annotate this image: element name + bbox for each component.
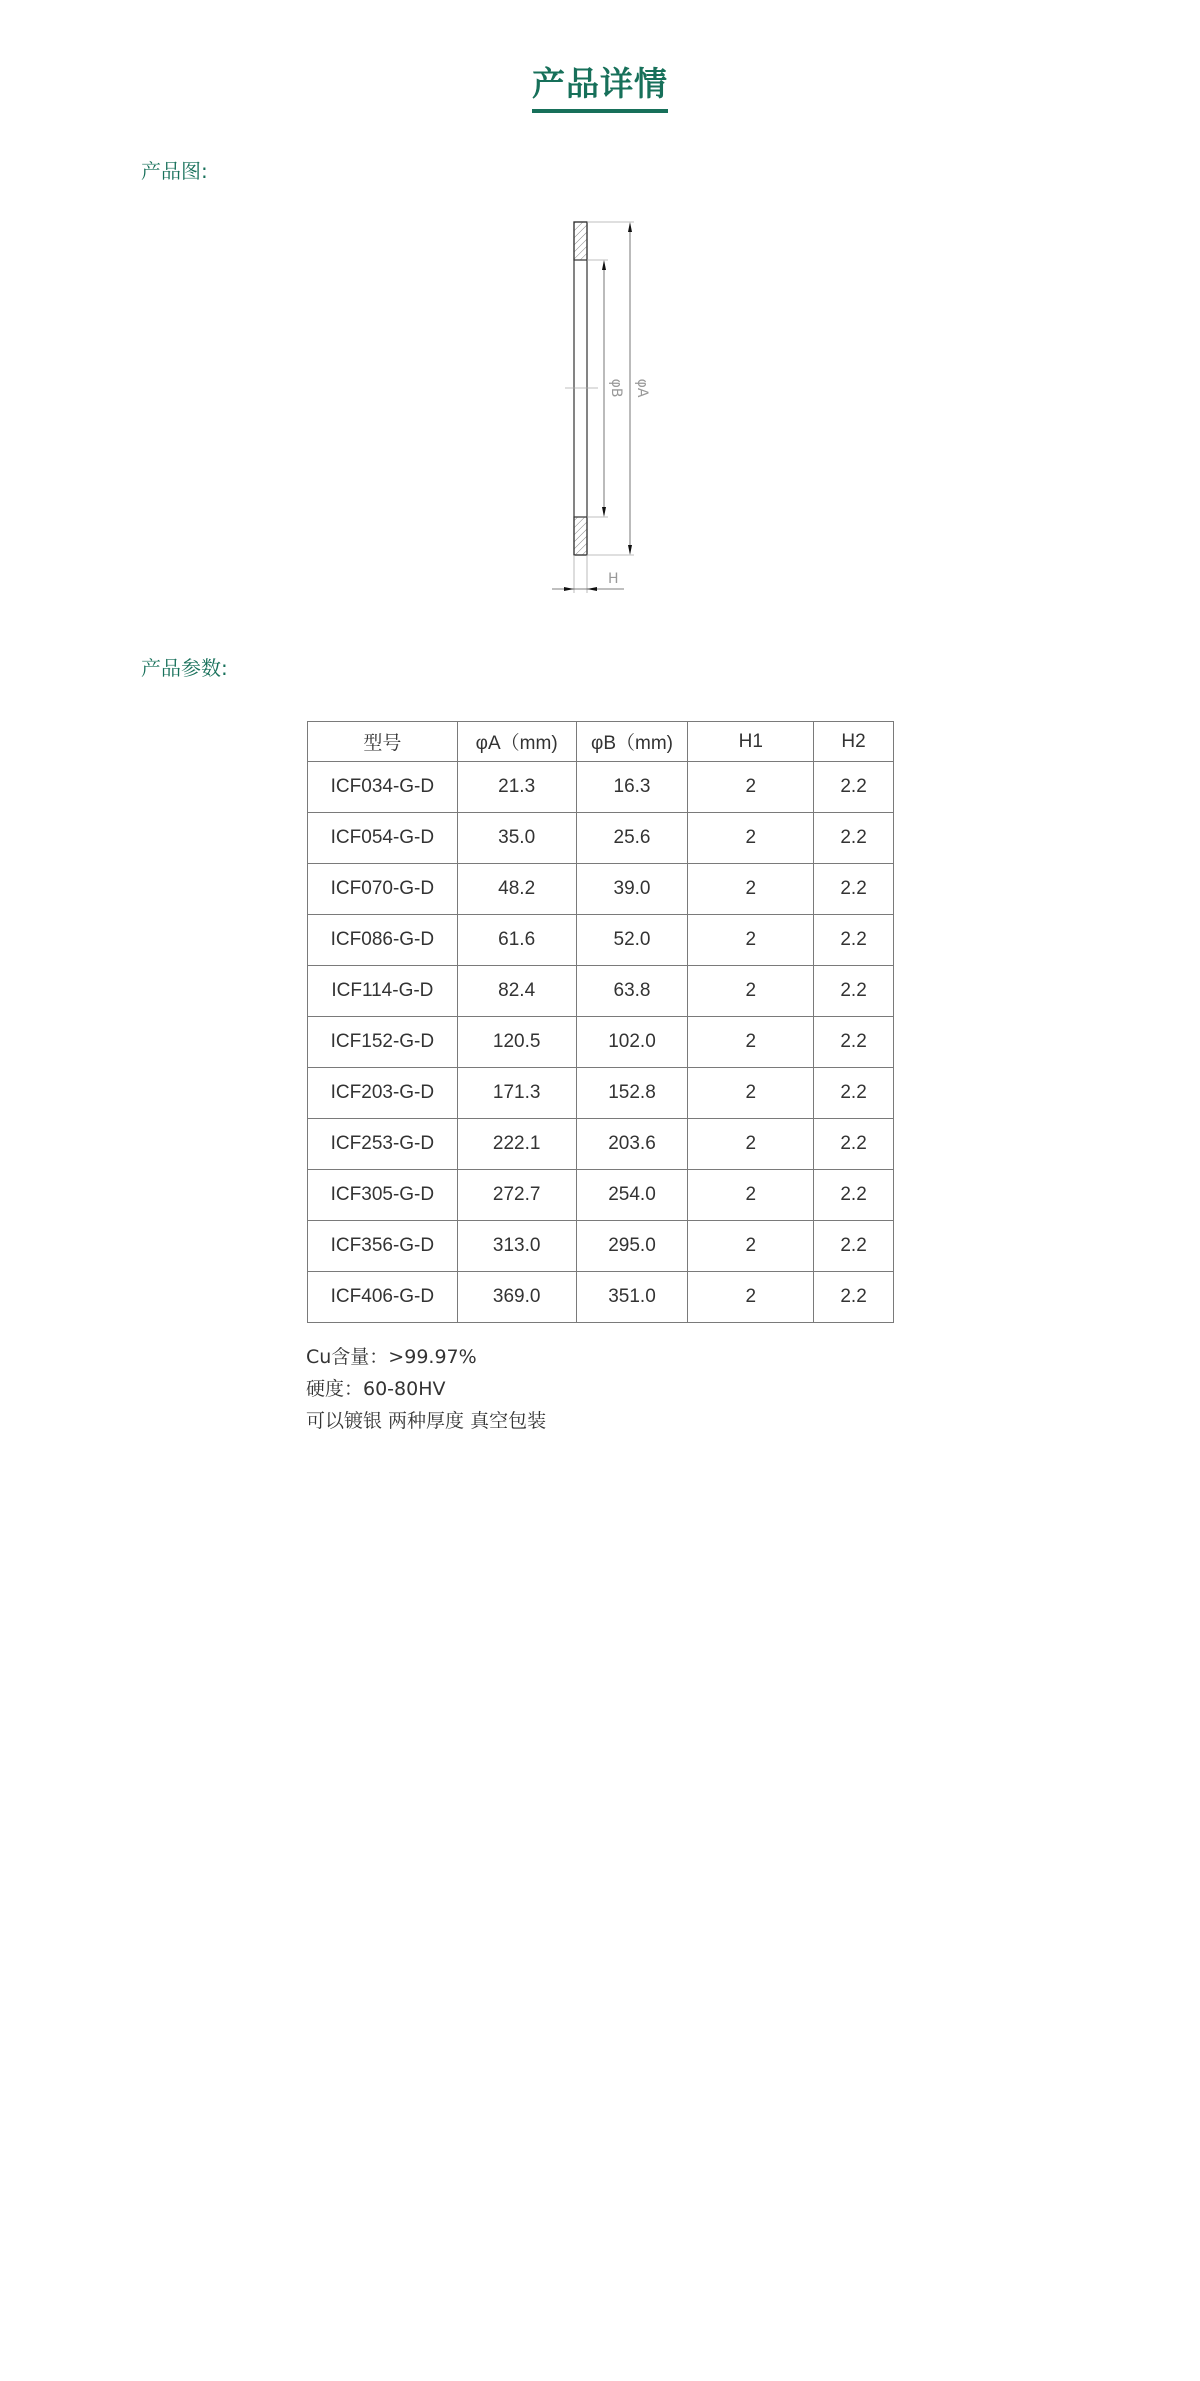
table-row bbox=[308, 1017, 894, 1068]
table-row bbox=[308, 915, 894, 966]
cell-model: ICF114-G-D bbox=[308, 966, 458, 1017]
cell-h1: 2 bbox=[688, 1068, 814, 1119]
table-row bbox=[308, 1119, 894, 1170]
note-hardness: 硬度：60-80HV bbox=[306, 1378, 446, 1400]
cell-diameter-b: 351.0 bbox=[576, 1272, 688, 1323]
cell-h1: 2 bbox=[688, 762, 814, 813]
header-diameter-a: φA（mm) bbox=[457, 722, 576, 762]
cell-h1: 2 bbox=[688, 1119, 814, 1170]
header-h1: H1 bbox=[688, 722, 814, 762]
cell-h2: 2.2 bbox=[814, 1068, 894, 1119]
cell-h1: 2 bbox=[688, 813, 814, 864]
cell-diameter-b: 295.0 bbox=[576, 1221, 688, 1272]
table-header-row bbox=[308, 722, 894, 762]
cell-model: ICF034-G-D bbox=[308, 762, 458, 813]
cell-diameter-a: 272.7 bbox=[457, 1170, 576, 1221]
table-row bbox=[308, 966, 894, 1017]
cell-diameter-b: 16.3 bbox=[576, 762, 688, 813]
note-features: 可以镀银 两种厚度 真空包装 bbox=[306, 1410, 547, 1432]
cell-model: ICF406-G-D bbox=[308, 1272, 458, 1323]
cell-diameter-a: 21.3 bbox=[457, 762, 576, 813]
table-row bbox=[308, 1068, 894, 1119]
gasket-body bbox=[574, 222, 587, 555]
cell-diameter-b: 152.8 bbox=[576, 1068, 688, 1119]
dimension-h bbox=[552, 555, 624, 593]
cell-diameter-b: 102.0 bbox=[576, 1017, 688, 1068]
cell-model: ICF305-G-D bbox=[308, 1170, 458, 1221]
cell-diameter-a: 61.6 bbox=[457, 915, 576, 966]
table-row bbox=[308, 1221, 894, 1272]
cell-h2: 2.2 bbox=[814, 1221, 894, 1272]
header-h2: H2 bbox=[814, 722, 894, 762]
cell-model: ICF070-G-D bbox=[308, 864, 458, 915]
cell-diameter-a: 171.3 bbox=[457, 1068, 576, 1119]
cell-h1: 2 bbox=[688, 1272, 814, 1323]
cell-h2: 2.2 bbox=[814, 966, 894, 1017]
gasket-cross-section-diagram bbox=[540, 215, 650, 595]
dimension-b bbox=[587, 260, 624, 517]
note-copper-content: Cu含量：>99.97% bbox=[306, 1346, 477, 1368]
dimension-h-label: H bbox=[608, 571, 619, 587]
cell-h2: 2.2 bbox=[814, 1272, 894, 1323]
dimension-b-label: φB bbox=[608, 378, 624, 398]
page-title: 产品详情 bbox=[532, 58, 668, 113]
product-params-label: 产品参数: bbox=[141, 656, 228, 680]
cell-h2: 2.2 bbox=[814, 762, 894, 813]
cell-diameter-a: 35.0 bbox=[457, 813, 576, 864]
cell-h2: 2.2 bbox=[814, 1017, 894, 1068]
cell-h1: 2 bbox=[688, 915, 814, 966]
cell-diameter-b: 25.6 bbox=[576, 813, 688, 864]
page-title-wrapper bbox=[0, 58, 1200, 113]
cell-h1: 2 bbox=[688, 1170, 814, 1221]
cell-h2: 2.2 bbox=[814, 864, 894, 915]
table-row bbox=[308, 1272, 894, 1323]
table-row bbox=[308, 762, 894, 813]
cell-diameter-b: 39.0 bbox=[576, 864, 688, 915]
cell-h2: 2.2 bbox=[814, 1170, 894, 1221]
header-diameter-b: φB（mm) bbox=[576, 722, 688, 762]
dimension-a-label: φA bbox=[634, 378, 650, 398]
table-row bbox=[308, 1170, 894, 1221]
cell-diameter-b: 63.8 bbox=[576, 966, 688, 1017]
cell-diameter-b: 254.0 bbox=[576, 1170, 688, 1221]
cell-diameter-b: 203.6 bbox=[576, 1119, 688, 1170]
cell-h2: 2.2 bbox=[814, 813, 894, 864]
cell-model: ICF054-G-D bbox=[308, 813, 458, 864]
cell-h1: 2 bbox=[688, 864, 814, 915]
cell-h1: 2 bbox=[688, 1017, 814, 1068]
cell-diameter-b: 52.0 bbox=[576, 915, 688, 966]
cell-model: ICF356-G-D bbox=[308, 1221, 458, 1272]
cell-h2: 2.2 bbox=[814, 1119, 894, 1170]
cell-h2: 2.2 bbox=[814, 915, 894, 966]
table-row bbox=[308, 813, 894, 864]
cell-diameter-a: 48.2 bbox=[457, 864, 576, 915]
cell-diameter-a: 369.0 bbox=[457, 1272, 576, 1323]
product-notes bbox=[306, 1341, 546, 1437]
cell-diameter-a: 82.4 bbox=[457, 966, 576, 1017]
cell-model: ICF203-G-D bbox=[308, 1068, 458, 1119]
cell-h1: 2 bbox=[688, 966, 814, 1017]
cell-model: ICF152-G-D bbox=[308, 1017, 458, 1068]
cell-model: ICF086-G-D bbox=[308, 915, 458, 966]
product-image-label: 产品图: bbox=[141, 159, 208, 183]
cell-h1: 2 bbox=[688, 1221, 814, 1272]
cell-diameter-a: 313.0 bbox=[457, 1221, 576, 1272]
cell-diameter-a: 120.5 bbox=[457, 1017, 576, 1068]
params-table bbox=[307, 721, 894, 1323]
header-model: 型号 bbox=[308, 722, 458, 762]
cell-diameter-a: 222.1 bbox=[457, 1119, 576, 1170]
table-row bbox=[308, 864, 894, 915]
cell-model: ICF253-G-D bbox=[308, 1119, 458, 1170]
